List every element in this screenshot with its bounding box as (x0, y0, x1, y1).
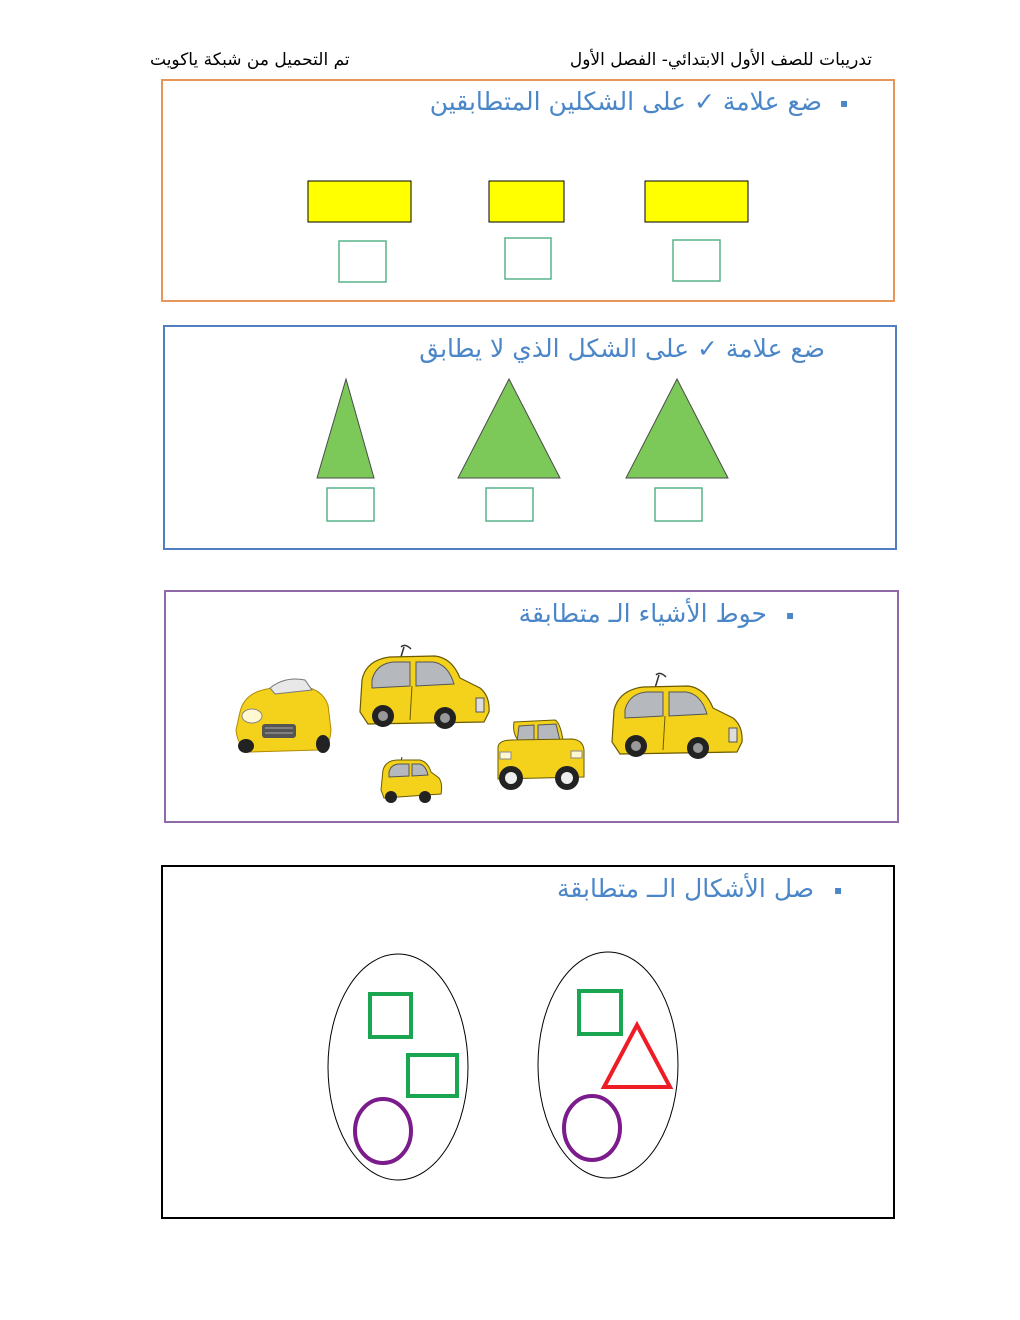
bullet-icon: ▪ (840, 96, 849, 110)
bullet-icon: ▪ (834, 883, 843, 897)
worksheet-title: تدريبات للصف الأول الابتدائي- الفصل الأول (569, 50, 872, 70)
yellow-rectangle (308, 181, 411, 222)
answer-checkbox[interactable] (486, 488, 533, 521)
taxi-icon[interactable] (381, 757, 442, 803)
answer-checkbox[interactable] (673, 240, 720, 281)
source-credit: تم التحميل من شبكة ياكويت (150, 50, 350, 70)
purple-circle[interactable] (355, 1099, 411, 1163)
instruction-1: ضع علامة ✓ على الشكلين المتطابقين (429, 87, 822, 116)
taxi-icon[interactable] (612, 673, 742, 759)
answer-checkbox[interactable] (339, 241, 386, 282)
green-square[interactable] (370, 994, 411, 1037)
sports-car-icon[interactable] (236, 679, 331, 753)
green-triangle (458, 379, 560, 478)
purple-circle[interactable] (564, 1096, 620, 1160)
instruction-2: ضع علامة ✓ على الشكل الذي لا يطابق (419, 334, 825, 363)
car-icon[interactable] (498, 720, 584, 790)
answer-checkbox[interactable] (655, 488, 702, 521)
shape-group-oval (328, 954, 468, 1180)
green-triangle (626, 379, 728, 478)
answer-checkbox[interactable] (327, 488, 374, 521)
yellow-rectangle (489, 181, 564, 222)
green-square[interactable] (579, 991, 621, 1034)
bullet-icon: ▪ (786, 608, 795, 622)
taxi-icon[interactable] (360, 645, 489, 729)
instruction-4: صل الأشكال الــ متطابقة (556, 874, 814, 903)
yellow-rectangle (645, 181, 748, 222)
instruction-3: حوط الأشياء الـ متطابقة (518, 599, 767, 628)
green-triangle (317, 379, 374, 478)
answer-checkbox[interactable] (505, 238, 551, 279)
green-square[interactable] (408, 1055, 457, 1096)
